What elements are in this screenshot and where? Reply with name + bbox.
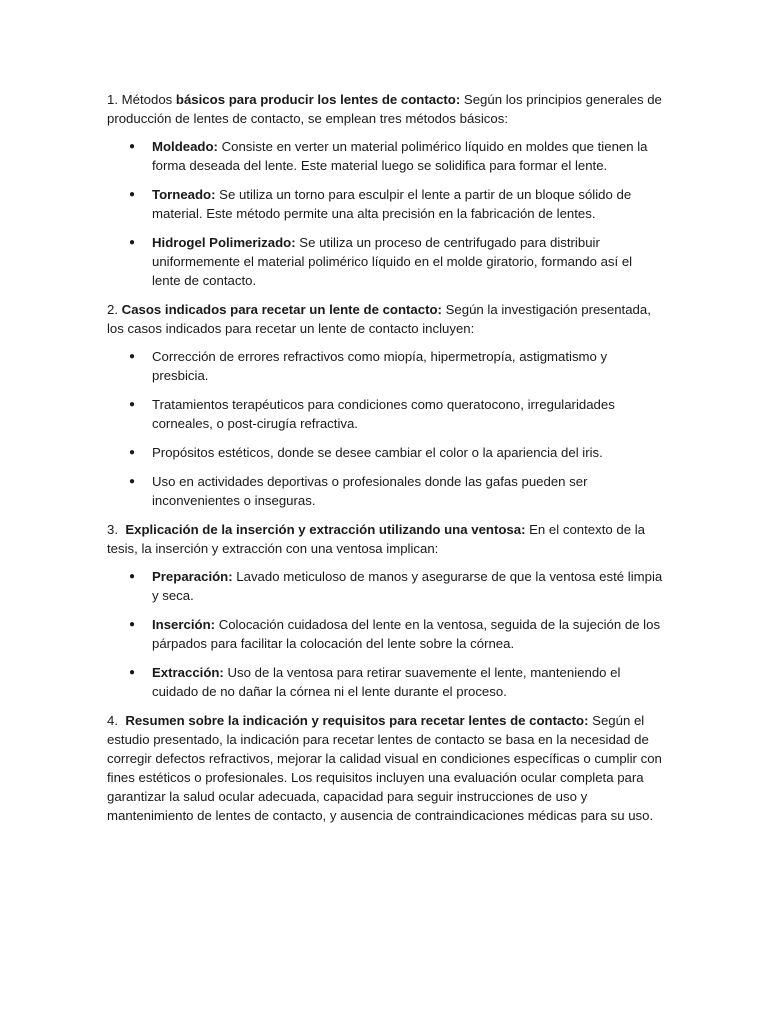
- list-item: [107, 185, 663, 223]
- bullet-icon: ●: [129, 189, 136, 200]
- list-item: [107, 137, 663, 175]
- item-text: Colocación cuidadosa del lente en la ventosa, seguida de la sujeción de los párpados para facilitar la colocación del lente sobre la córnea.: [152, 617, 661, 651]
- section-title: Explicación de la inserción y extracción utilizando una ventosa:: [125, 522, 526, 537]
- section-number: 1.: [107, 92, 122, 107]
- item-text: Consiste en verter un material polimérico líquido en moldes que tienen la forma deseada del lente. Este material luego se solidifica para formar el lente.: [152, 139, 648, 173]
- list-item: [107, 615, 663, 653]
- item-text: Tratamientos terapéuticos para condiciones como queratocono, irregularidades corneales, o post-cirugía refractiva.: [152, 397, 615, 431]
- section-number: 2.: [107, 302, 122, 317]
- item-text: Uso de la ventosa para retirar suavemente el lente, manteniendo el cuidado de no dañar la córnea ni el lente durante el proceso.: [152, 665, 621, 699]
- item-text: Propósitos estéticos, donde se desee cambiar el color o la apariencia del iris.: [152, 445, 603, 460]
- section-number: 4.: [107, 713, 126, 728]
- list-item: [107, 443, 663, 462]
- section-title-plain: Métodos: [121, 92, 176, 107]
- section-1-paragraph: [107, 90, 663, 128]
- item-term: Torneado:: [152, 187, 216, 202]
- item-text: Se utiliza un proceso de centrifugado para distribuir uniformemente el material polimérico líquido en el molde giratorio, formando así el lente de contacto.: [152, 235, 633, 288]
- item-term: Inserción:: [152, 617, 216, 632]
- section-intro: En el contexto de la tesis, la inserción y extracción con una ventosa implican:: [107, 522, 645, 556]
- bullet-icon: ●: [129, 141, 136, 152]
- section-1-list: [107, 137, 663, 290]
- section-2-paragraph: [107, 300, 663, 338]
- item-text: Uso en actividades deportivas o profesionales donde las gafas pueden ser inconvenientes o inseguras.: [152, 474, 588, 508]
- section-3-list: [107, 567, 663, 701]
- section-number: 3.: [107, 522, 126, 537]
- list-item: [107, 663, 663, 701]
- item-term: Extracción:: [152, 665, 224, 680]
- list-item: [107, 472, 663, 510]
- bullet-icon: ●: [129, 447, 136, 458]
- item-term: Moldeado:: [152, 139, 218, 154]
- bullet-icon: ●: [129, 237, 136, 248]
- item-text: Lavado meticuloso de manos y asegurarse de que la ventosa esté limpia y seca.: [152, 569, 663, 603]
- bullet-icon: ●: [129, 476, 136, 487]
- bullet-icon: ●: [129, 399, 136, 410]
- section-intro: Según el estudio presentado, la indicación para recetar lentes de contacto se basa en la necesidad de corregir defectos refractivos, mejorar la calidad visual en condiciones específicas o cumplir con fines estéticos o profesionales. Los requisitos incluyen una evaluación ocular completa para garantizar la salud ocular adecuada, capacidad para seguir instrucciones de uso y mantenimiento de lentes de contacto, y ausencia de contraindicaciones médicas para su uso.: [107, 713, 662, 823]
- list-item: [107, 233, 663, 290]
- item-term: Hidrogel Polimerizado:: [152, 235, 296, 250]
- document-body: [107, 90, 663, 834]
- bullet-icon: ●: [129, 667, 136, 678]
- section-title: Resumen sobre la indicación y requisitos para recetar lentes de contacto:: [125, 713, 589, 728]
- item-text: Se utiliza un torno para esculpir el lente a partir de un bloque sólido de material. Este método permite una alta precisión en la fabricación de lentes.: [152, 187, 632, 221]
- section-intro: Según los principios generales de producción de lentes de contacto, se emplean tres métodos básicos:: [107, 92, 662, 126]
- bullet-icon: ●: [129, 351, 136, 362]
- section-title: Casos indicados para recetar un lente de contacto:: [121, 302, 442, 317]
- section-title: básicos para producir los lentes de contacto:: [175, 92, 461, 107]
- section-intro: Según la investigación presentada, los casos indicados para recetar un lente de contacto incluyen:: [107, 302, 651, 336]
- item-text: Corrección de errores refractivos como miopía, hipermetropía, astigmatismo y presbicia.: [152, 349, 608, 383]
- bullet-icon: ●: [129, 619, 136, 630]
- list-item: [107, 347, 663, 385]
- section-3-paragraph: [107, 520, 663, 558]
- item-term: Preparación:: [152, 569, 233, 584]
- list-item: [107, 395, 663, 433]
- bullet-icon: ●: [129, 571, 136, 582]
- list-item: [107, 567, 663, 605]
- section-4-paragraph: [107, 711, 663, 825]
- section-2-list: [107, 347, 663, 510]
